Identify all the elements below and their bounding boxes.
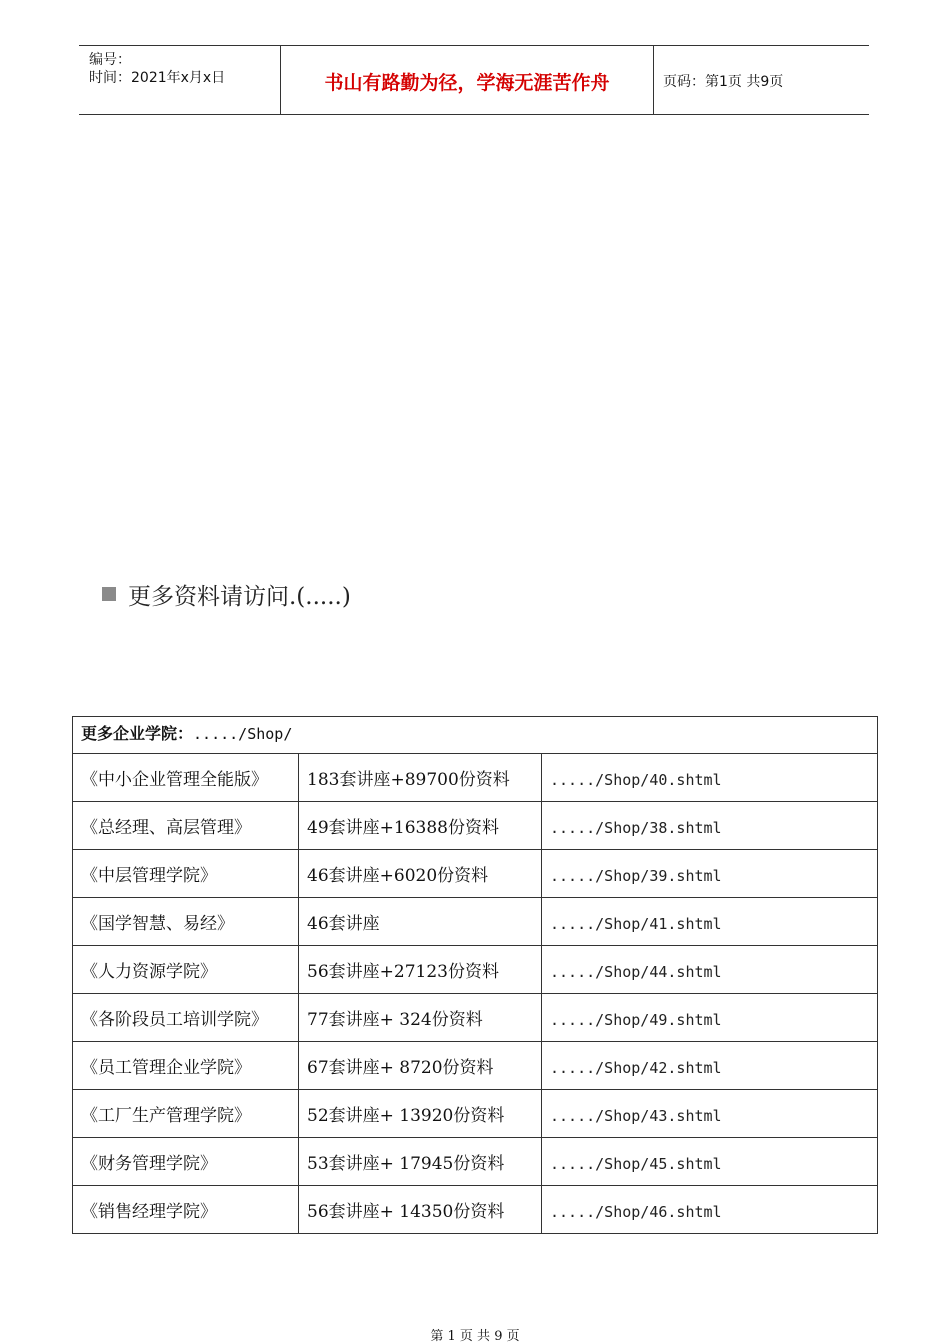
square-bullet-icon [102, 587, 116, 601]
academy-link[interactable]: ...../Shop/45.shtml [542, 1138, 878, 1186]
table-row [73, 1090, 878, 1138]
academy-name: 《员工管理企业学院》 [73, 1042, 299, 1090]
academy-content: 49套讲座+16388份资料 [299, 802, 542, 850]
academy-link[interactable]: ...../Shop/42.shtml [542, 1042, 878, 1090]
table-row [73, 1186, 878, 1234]
academy-content: 77套讲座+ 324份资料 [299, 994, 542, 1042]
page-footer: 第 1 页 共 9 页 [430, 1329, 520, 1344]
academy-link[interactable]: ...../Shop/46.shtml [542, 1186, 878, 1234]
academy-link[interactable]: ...../Shop/49.shtml [542, 994, 878, 1042]
table-row [73, 754, 878, 802]
document-header [79, 45, 869, 115]
visit-line [102, 578, 351, 611]
academy-content: 53套讲座+ 17945份资料 [299, 1138, 542, 1186]
academy-name: 《国学智慧、易经》 [73, 898, 299, 946]
academy-name: 《中小企业管理全能版》 [73, 754, 299, 802]
visit-text[interactable]: 更多资料请访问.(.....) [128, 584, 351, 610]
table-header-row [73, 717, 878, 754]
document-time-label: 时间：2021年x月x日 [89, 70, 226, 86]
header-page-cell [654, 46, 869, 114]
academy-name: 《各阶段员工培训学院》 [73, 994, 299, 1042]
academy-content: 183套讲座+89700份资料 [299, 754, 542, 802]
table-row [73, 850, 878, 898]
table-row [73, 1138, 878, 1186]
table-row [73, 802, 878, 850]
academy-name: 《工厂生产管理学院》 [73, 1090, 299, 1138]
academy-name: 《中层管理学院》 [73, 850, 299, 898]
header-page-info: 页码：第1页 共9页 [663, 74, 784, 90]
academy-name: 《总经理、高层管理》 [73, 802, 299, 850]
header-motto: 书山有路勤为径，学海无涯苦作舟 [324, 72, 610, 94]
academy-content: 56套讲座+27123份资料 [299, 946, 542, 994]
academy-link[interactable]: ...../Shop/44.shtml [542, 946, 878, 994]
table-title-label: 更多企业学院： [81, 724, 194, 743]
table-title-cell [73, 717, 878, 754]
academy-content: 67套讲座+ 8720份资料 [299, 1042, 542, 1090]
academy-name: 《销售经理学院》 [73, 1186, 299, 1234]
table-row [73, 898, 878, 946]
academy-name: 《财务管理学院》 [73, 1138, 299, 1186]
academy-link[interactable]: ...../Shop/40.shtml [542, 754, 878, 802]
header-meta-cell [79, 46, 281, 114]
academy-content: 46套讲座 [299, 898, 542, 946]
academy-content: 56套讲座+ 14350份资料 [299, 1186, 542, 1234]
academy-table [72, 716, 878, 1234]
table-row [73, 994, 878, 1042]
academy-link[interactable]: ...../Shop/38.shtml [542, 802, 878, 850]
academy-link[interactable]: ...../Shop/39.shtml [542, 850, 878, 898]
document-number-label: 编号： [89, 52, 131, 68]
academy-link[interactable]: ...../Shop/41.shtml [542, 898, 878, 946]
table-row [73, 1042, 878, 1090]
academy-name: 《人力资源学院》 [73, 946, 299, 994]
table-title-url[interactable]: ...../Shop/ [193, 725, 293, 743]
academy-content: 52套讲座+ 13920份资料 [299, 1090, 542, 1138]
header-motto-cell [281, 46, 654, 114]
academy-content: 46套讲座+6020份资料 [299, 850, 542, 898]
table-row [73, 946, 878, 994]
academy-link[interactable]: ...../Shop/43.shtml [542, 1090, 878, 1138]
